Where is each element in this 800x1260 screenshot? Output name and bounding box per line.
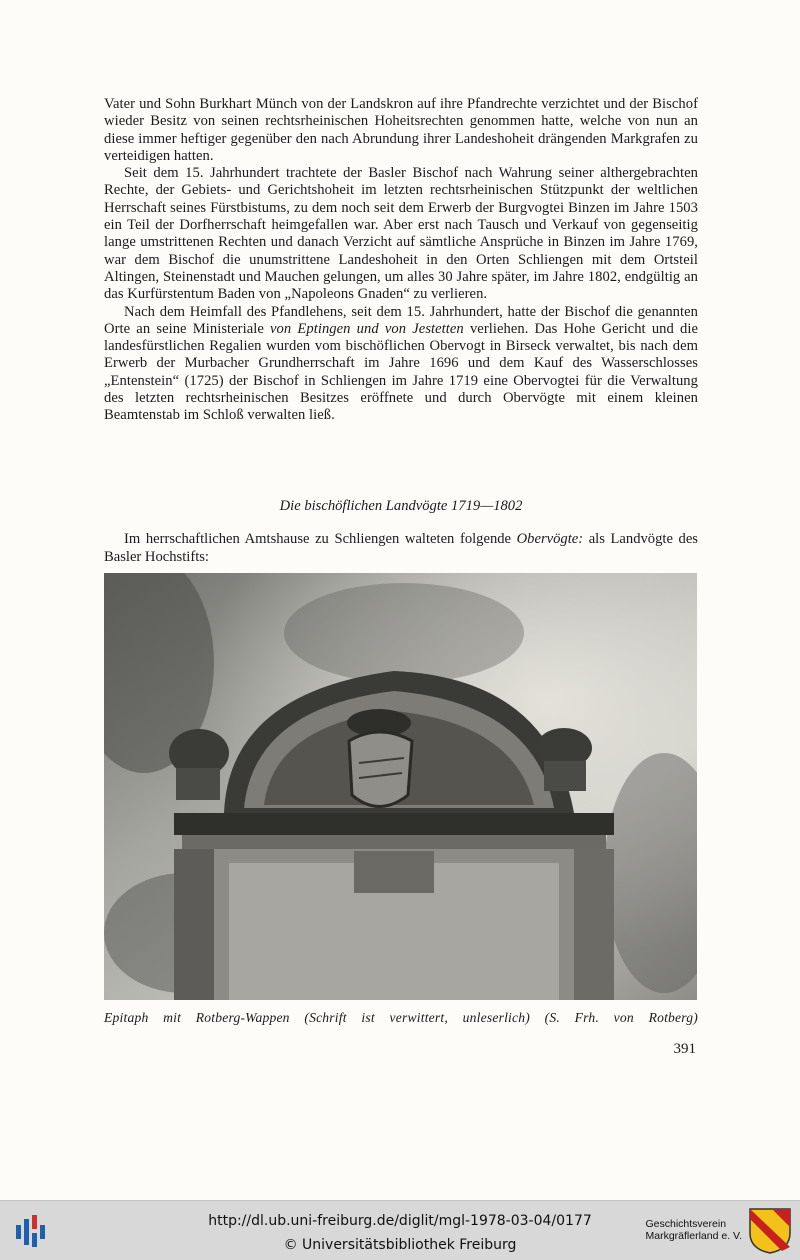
paragraph-3-part-2: verliehen. Das Hohe Gericht und die landesfürstlichen Regalien wurden vom bischöflichen Obervogt in Birseck verwaltet, bis nach dem Erwerb der Murbacher Grundherrschaft im Jahre 1696 und dem Kauf des Wasserschlosses „Entenstein“ (1725) der Bischof in Schliengen im Jahre 1719 eine Obervogtei für die Verwaltung des letzten rechtsrheinischen Besitzes eröffnete und durch Obervögte mit einem kleinen Beamtenstab im Schloß verwalten ließ. xyxy=(104,320,699,424)
photo-caption: Epitaph mit Rotberg-Wappen (Schrift ist verwittert, unleserlich) (S. Frh. von Rotberg) xyxy=(104,1010,698,1025)
paragraph-4-part-2: als Landvögte des Basler Hochstifts: xyxy=(104,531,698,565)
body-text-top xyxy=(104,96,698,425)
paragraph-4 xyxy=(104,530,698,566)
paragraph-2: Seit dem 15. Jahrhundert trachtete der Basler Bischof nach Wahrung seiner althergebrachten Rechte, der Gebiets- und Gerichtshoheit im letzten rechtsrheinischen Stützpunkt der weltlichen Herrschaft seines Fürstbistums, zu dem noch seit dem Erwerb der Burgvogtei Binzen im Jahre 1503 ein Teil der Dorfherrschaft heimgefallen war. Aber erst nach Tausch und Verkauf von gegenseitig lange umstrittenen Rechten und danach Verzicht auf sämtliche Ansprüche in Binzen im Jahre 1769, war dem Bischof die unumstrittene Landeshoheit in den Orten Schliengen mit dem Ortsteil Altingen, Steinenstadt und Mauchen gelungen, um alles 30 Jahre später, im Jahre 1802, endgültig an das Kurfürstentum Baden von „Napoleons Gnaden“ zu verlieren. xyxy=(104,165,698,303)
society-name-line-1: Geschichtsverein xyxy=(645,1218,727,1230)
paragraph-3 xyxy=(104,304,698,425)
epitaph-illustration xyxy=(104,573,697,1000)
society-name-line-2: Markgräflerland e. V. xyxy=(645,1230,742,1242)
page-number: 391 xyxy=(673,1041,696,1057)
paragraph-3-part-1: Nach dem Heimfall des Pfandlehens, seit dem 15. Jahrhundert, hatte der Bischof die genannten Orte an seine Ministeriale xyxy=(104,303,698,337)
section-heading: Die bischöflichen Landvögte 1719—1802 xyxy=(279,498,523,514)
paragraph-4-part-1: Im herrschaftlichen Amtshause zu Schliengen walteten folgende xyxy=(124,531,517,547)
paragraph-3-italic: von Eptingen und von Jestetten xyxy=(270,320,464,337)
paragraph-1: Vater und Sohn Burkhart Münch von der Landskron auf ihre Pfandrechte verzichtet und der Bischof wieder Besitz von seinen rechtsrheinischen Hoheitsrechten genommen hatte, welche von nun an diese immer heftiger gegenüber den nach Abrundung ihrer Landeshoheit drängenden Markgrafen zu verteidigen hatten. xyxy=(104,96,698,164)
footer-copyright: © Universitätsbibliothek Freiburg xyxy=(283,1237,517,1253)
paragraph-4-italic: Obervögte: xyxy=(516,531,584,547)
footer-bar xyxy=(0,1200,800,1260)
epitaph-photo xyxy=(104,573,697,1000)
society-crest-icon[interactable] xyxy=(748,1207,792,1255)
footer-url-link[interactable]: http://dl.ub.uni-freiburg.de/diglit/mgl-1978-03-04/0177 xyxy=(208,1213,592,1229)
society-name xyxy=(646,1218,743,1242)
